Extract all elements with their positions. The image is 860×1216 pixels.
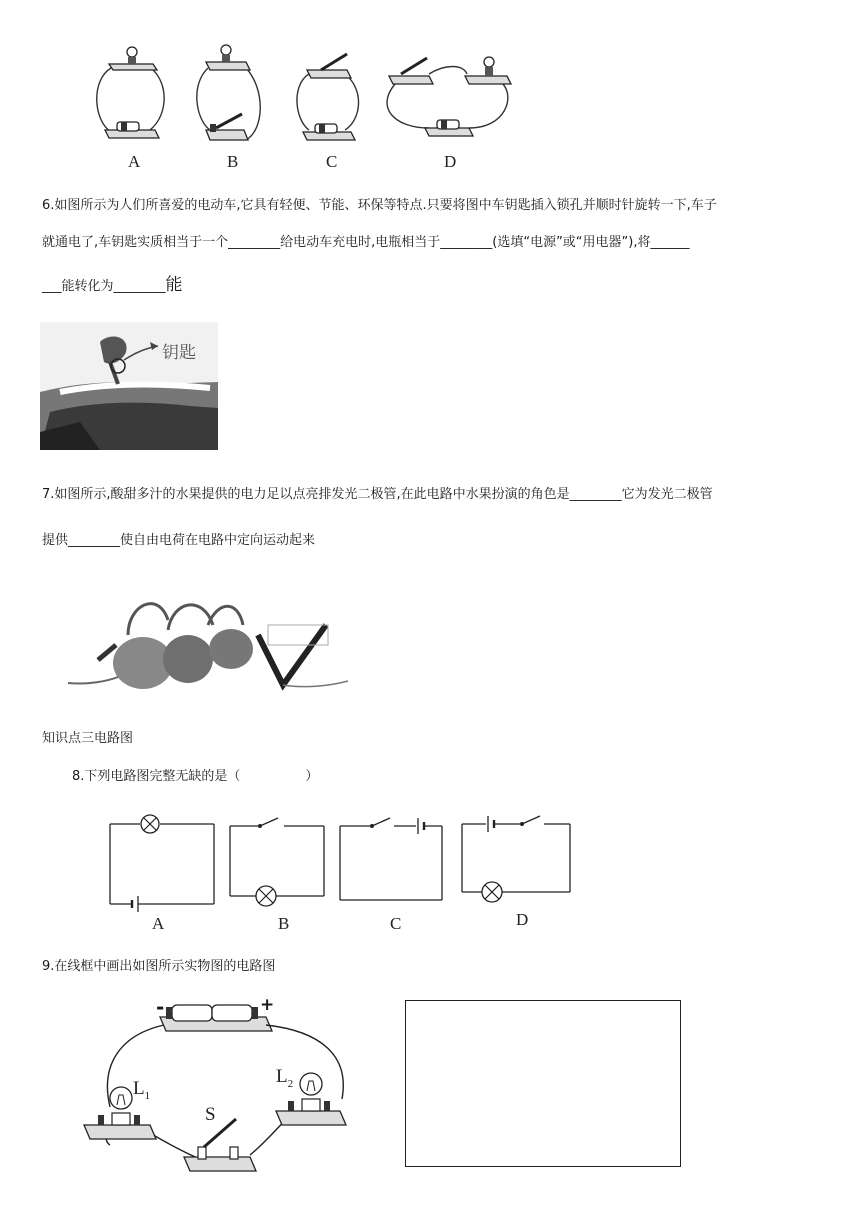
bulb-l1-letter: L (133, 1078, 145, 1099)
q6-line-1: 6.如图所示为人们所喜爱的电动车,它具有轻便、节能、环保等特点.只要将图中车钥匙插入锁孔并顺时针旋转一下,车子 (42, 198, 717, 213)
figure-label-a: A (128, 152, 141, 171)
switch-s-label: S (205, 1104, 216, 1125)
figure-label-c: C (326, 152, 338, 171)
q8-label-a: A (152, 914, 165, 933)
answer-box (405, 1000, 681, 1167)
circuit-b-figure (196, 40, 276, 150)
figure-label-b: B (227, 152, 239, 171)
figure-label-d: D (444, 152, 457, 171)
q8-label-c: C (390, 914, 402, 933)
circuit-diagram-c (338, 814, 446, 904)
q9-circuit-drawing (80, 995, 360, 1175)
q7-line-1: 7.如图所示,酸甜多汁的水果提供的电力足以点亮排发光二极管,在此电路中水果扮演的角色是________它为发光二极管 (42, 487, 713, 502)
fruit-battery-photo (68, 585, 348, 695)
bulb-l2-label (276, 1066, 293, 1090)
motorcycle-photo (40, 322, 218, 450)
q7-line-2: 提供________使自由电荷在电路中定向运动起来 (42, 533, 316, 548)
q6-line-2: 就通电了,车钥匙实质相当于一个________给电动车充电时,电瓶相当于________(选填“电源”或“用电器”),将______ (42, 235, 690, 250)
circuit-diagram-d (460, 812, 576, 910)
q6-line-3-energy: 能 (165, 275, 183, 295)
q9-question: 9.在线框中画出如图所示实物图的电路图 (42, 959, 276, 974)
q8-question: 8.下列电路图完整无缺的是（ ） (72, 769, 319, 784)
circuit-diagram-b (228, 814, 328, 910)
circuit-diagram-a (108, 818, 220, 908)
bulb-l2-subscript: 2 (287, 1077, 294, 1090)
bulb-l2-letter: L (276, 1066, 288, 1087)
circuit-d-figure (385, 48, 515, 148)
q6-line-3-text: ___能转化为________ (42, 279, 166, 294)
key-label: 钥匙 (162, 343, 196, 363)
q8-label-b: B (278, 914, 290, 933)
battery-minus-label: - (156, 995, 165, 1019)
q6-line-3 (42, 275, 183, 297)
section-3-title: 知识点三电路图 (42, 731, 134, 746)
q8-label-d: D (516, 910, 529, 929)
circuit-a-figure (95, 40, 175, 150)
battery-plus-label: + (260, 995, 275, 1015)
fruit-battery-drawing (68, 585, 348, 695)
bulb-l1-label (133, 1078, 150, 1102)
bulb-l1-subscript: 1 (144, 1089, 151, 1102)
circuit-c-figure (295, 40, 375, 150)
